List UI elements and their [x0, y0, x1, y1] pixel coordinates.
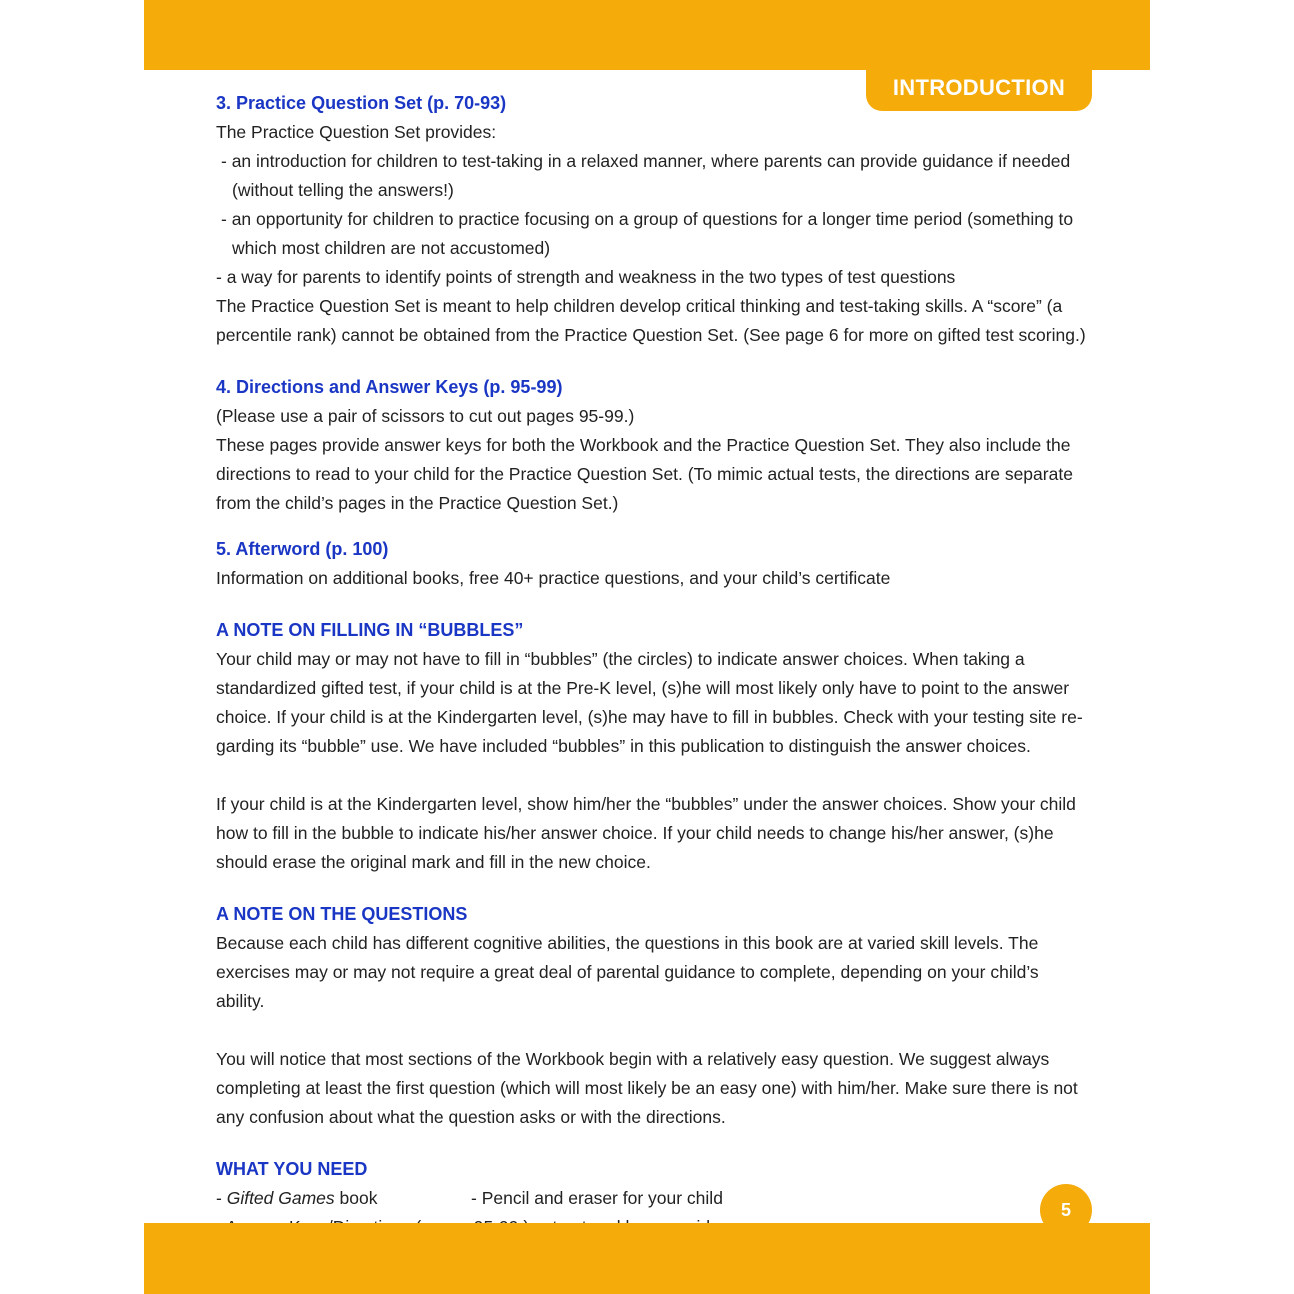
- need-heading: WHAT YOU NEED: [216, 1159, 368, 1179]
- directions-heading: 4. Directions and Answer Keys (p. 95-99): [216, 377, 563, 397]
- need-item-pencil: - Pencil and eraser for your child: [471, 1188, 723, 1208]
- document-page: [144, 0, 1150, 1294]
- page-number-badge: 5: [1040, 1184, 1092, 1236]
- footer-band: [144, 1223, 1150, 1294]
- practice-bullet-1: - an introduction for children to test-taking in a relaxed manner, where parents can provide guidance if needed (without telling the answers!): [221, 151, 1071, 200]
- header-band: [144, 0, 1150, 70]
- page-content: [216, 89, 1086, 1242]
- bubbles-para-1: Your child may or may not have to fill in “bubbles” (the circles) to indicate answer choices. When taking a standardized gifted test, if your child is at the Pre-K level, (s)he will most likely only have to point to the answer choice. If your child is at the Kindergarten level, (s)he may have to fill in bubbles. Check with your testing site re-garding its “bubble” use. We have included “bubbles” in this publication to distinguish the answer choices.: [216, 649, 1083, 756]
- afterword-heading: 5. Afterword (p. 100): [216, 539, 389, 559]
- book-title: Gifted Games: [226, 1188, 335, 1208]
- bubbles-heading: A NOTE ON FILLING IN “BUBBLES”: [216, 620, 524, 640]
- practice-heading: 3. Practice Question Set (p. 70-93): [216, 93, 507, 113]
- questions-para-2: You will notice that most sections of the Workbook begin with a relatively easy question. We suggest always completing at least the first question (which will most likely be an easy one) with him/her. Make sure there is not any confusion about what the question asks or with the directions.: [216, 1049, 1078, 1127]
- need-item-book: - Gifted Games book: [216, 1188, 378, 1208]
- questions-heading: A NOTE ON THE QUESTIONS: [216, 904, 468, 924]
- afterword-text: Information on additional books, free 40+ practice questions, and your child’s certificate: [216, 568, 891, 588]
- section-tab: INTRODUCTION: [866, 64, 1092, 111]
- practice-bullet-3: - a way for parents to identify points of strength and weakness in the two types of test questions: [216, 267, 956, 287]
- practice-bullet-2: - an opportunity for children to practice focusing on a group of questions for a longer time period (something to which most children are not accustomed): [221, 209, 1074, 258]
- directions-line-2: These pages provide answer keys for both the Workbook and the Practice Question Set. They also include the directions to read to your child for the Practice Question Set. (To mimic actual tests, the directions are separate from the child’s pages in the Practice Question Set.): [216, 435, 1073, 513]
- need-row-1: [216, 1184, 1086, 1213]
- bubbles-para-2: If your child is at the Kindergarten level, show him/her the “bubbles” under the answer choices. Show your child how to fill in the bubble to indicate his/her answer choice. If your child needs to change his/her answer, (s)he should erase the original mark and fill in the new choice.: [216, 794, 1076, 872]
- practice-outro: The Practice Question Set is meant to help children develop critical thinking and test-taking skills. A “score” (a percentile rank) cannot be obtained from the Practice Question Set. (See page 6 for more on gifted test scoring.): [216, 296, 1086, 345]
- directions-line-1: (Please use a pair of scissors to cut out pages 95-99.): [216, 406, 635, 426]
- practice-intro: The Practice Question Set provides:: [216, 122, 497, 142]
- questions-para-1: Because each child has different cognitive abilities, the questions in this book are at varied skill levels. The exercises may or may not require a great deal of parental guidance to complete, depending on your child’s ability.: [216, 933, 1039, 1011]
